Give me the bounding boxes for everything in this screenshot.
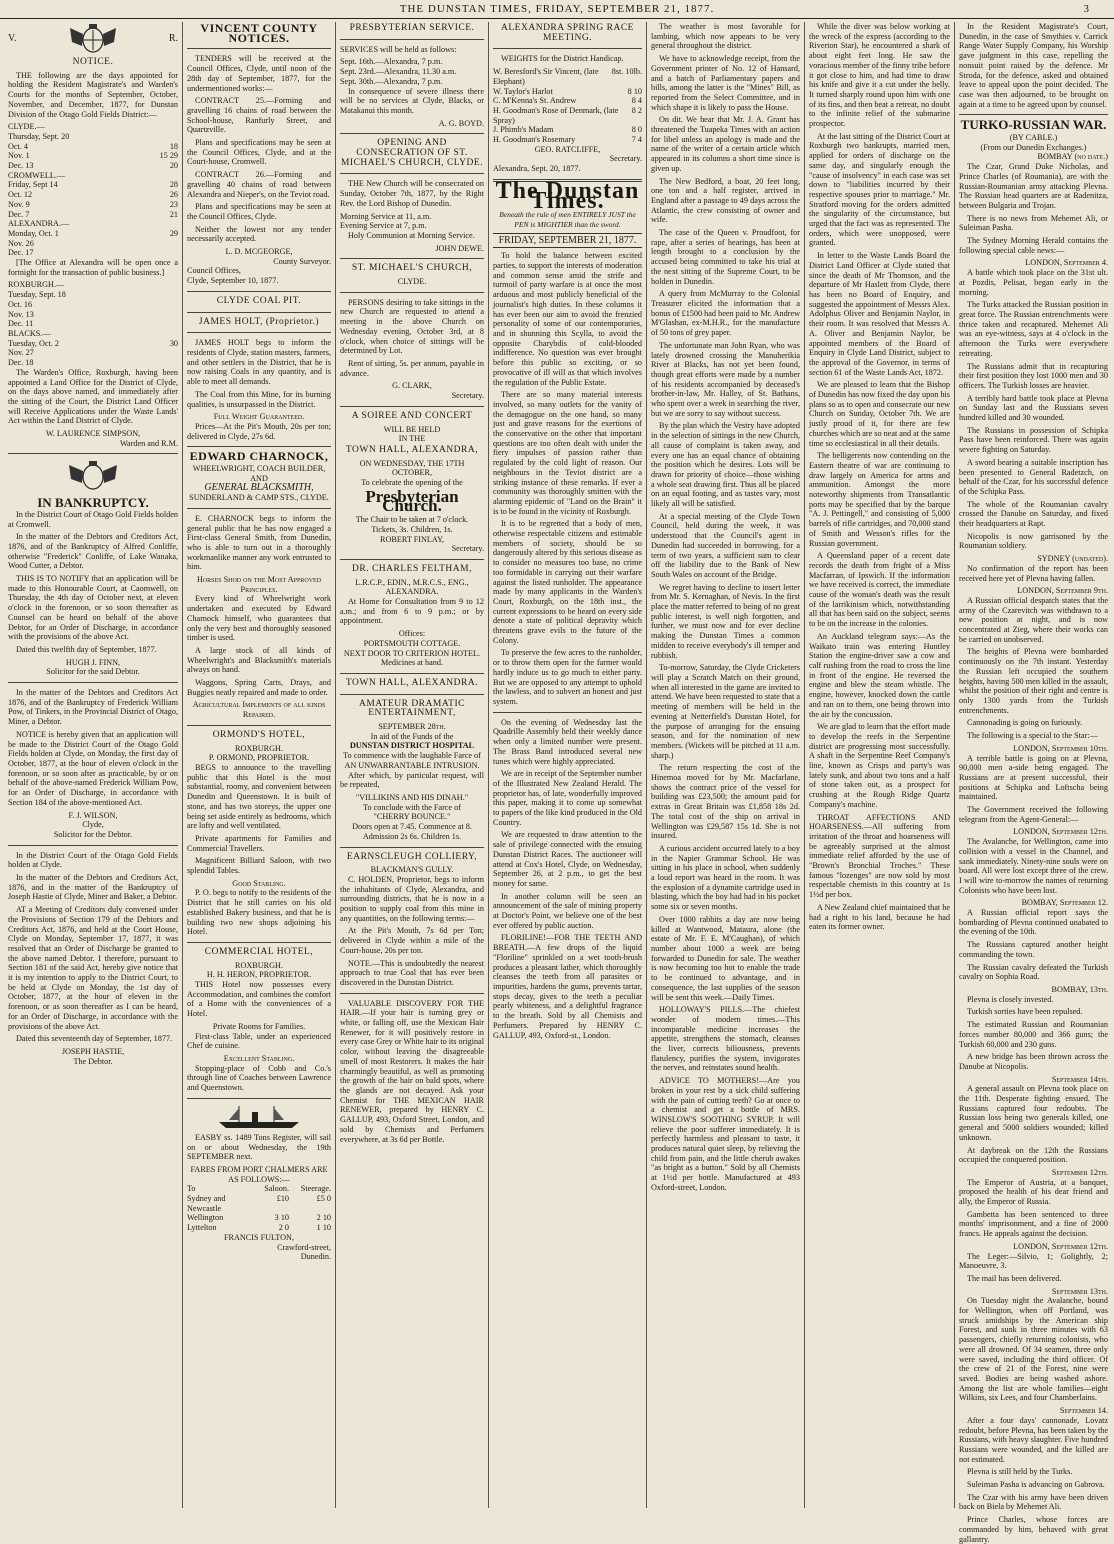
war-item: The Leger:—Silvio, 1; Golightly, 2; Manoeuvre, 3.	[959, 1251, 1108, 1271]
doctor-quals: L.R.C.P., EDIN., M.R.C.S., ENG.,	[355, 577, 469, 587]
newspaper-motto: Beneath the rule of men ENTIRELY JUST the PEN is MIGHTIER than the sword.	[499, 210, 636, 229]
bankruptcy-title-2: Solicitor for the Debtor.	[53, 829, 133, 839]
news-6-9: THROAT AFFECTIONS AND HOARSENESS.—All suffering from irritation of the throat and hoarseness will be agreeably surprised at the almost immediate relief afforded by the use of "Brown's Bronchial Troches." These famous "lozenges" are now sold by most respectable chemists in this country at 1s 1½d per box.	[809, 812, 950, 900]
divider	[493, 712, 642, 713]
dateline-7: BOMBAY, September 12.	[1021, 898, 1108, 908]
bankruptcy-sig-2: F. J. WILSON,	[68, 810, 118, 820]
war-item: Plevna is still held by the Turks.	[967, 1467, 1073, 1477]
tender-disclaimer: Neither the lowest nor any tender necessarily accepted.	[187, 224, 331, 244]
bankruptcy-notice-1: THIS IS TO NOTIFY that an application will be made to this Honourable Court, at Caomwell, on Thursday, the 4th day of October next, at eleven o'clock in the forenoon, or so soon thereafter as Counsel can be heard on behalf of the above Debtor, for an Order of Discharge, in accordance with the provisions of the above Act.	[8, 574, 178, 642]
ormonds-text-5: P. O. begs to notify to the residents of the District that he still carries on his old established Bakery business, and that he is building two new shops adjoining his Hotel.	[187, 888, 331, 937]
news-5-15: HOLLOWAY'S PILLS.—The chiefest wonder of modern times.—This incomparable medicine increases the appetite, strengthens the stomach, cleanses the liver, corrects biliousness, prevents flatulency, purifies the system, invigorates the nerves, and reinstates sound health.	[651, 1005, 800, 1073]
bankruptcy-place-2: Clyde,	[82, 820, 104, 830]
ormonds-text-2: Private apartments for Families and Commercial Travellers.	[187, 833, 331, 853]
race-weights: W. Beresford's Sir Vincent, (late Elephant) 8st. 10lb. W. Taylor's Harlot 8 10 C. M'Kenna's St. Andrew 8 4 H. Goodman's Rose of Denmark, (late Spray) 8 2 J. Phimb's Madam 8 0 H. Goodman's Rosemary 7 4	[493, 67, 642, 145]
dramatic-doors: Doors open at 7.45. Commence at 8.	[352, 822, 472, 832]
soiree-tickets: Tickets, 3s. Children, 1s.	[371, 524, 453, 534]
dateline-11: LONDON, September 12th.	[1013, 1241, 1108, 1251]
ship-city: Dunedin.	[300, 1252, 331, 1262]
editorial-3: It is to be regretted that a body of men, otherwise respectable citizens and estimable members of society, should be so dangerously altered by this serious disease as to consider no measures too base, no crime too formidable in carrying out their warfare against the listed runholder. The appearance made by many applicants in the Warden's Court, Roxburgh, on the 18th inst., the current expressions to be heard on every side denote a state of political depravity which threatens grave evils to the future of the Colony.	[493, 519, 642, 645]
divider	[340, 133, 484, 134]
war-by-cable: (BY CABLE.)	[1009, 133, 1058, 143]
news-5-7: The unfortunate man John Ryan, who was lately drowned crossing the Manuherikia River at Blacks, has not yet been found, though great efforts were made by a number of his residents accompanied by deceased's brother-in-law, Mr. Halley, of St. Bathans, who spent over a week in searching the river, but we are sorry to say without success.	[651, 340, 800, 418]
cromwell-dates: Friday, Sept 14 28 Oct. 12 26 Nov. 9 23 Dec. 7 21	[8, 180, 178, 219]
war-item: The following is a special to the Star:—	[967, 731, 1098, 741]
dateline-4: LONDON, September 9th.	[1017, 586, 1108, 596]
war-item: The whole of the Roumanian cavalry crossed the Danube on Saturday, and fixed their headquarters at Rapt.	[959, 499, 1108, 529]
news-6-8: We are glad to learn that the effort made to develop the reefs in the Serpentine district are progressing most successfully. A shaft in the Serpentine Reef Company's line, known as Crisps and party's was lately sunk, and about two tons and a half of stone taken out, as a prospect for crushing at the Rough Ridge Quartz Company's machine.	[809, 722, 950, 809]
contract-25: CONTRACT 25.—Forming and gravelling 16 chains of road between the School-house, Ranfurly Street, and Quartzville.	[187, 96, 331, 135]
war-item: No confirmation of the report has been received here yet of Plevna having fallen.	[959, 563, 1108, 583]
coal-text-1: JAMES HOLT begs to inform the residents of Clyde, station masters, farmers, and other settlers in the District, that he is now raising Coals in any quantity, and is able to meet all demands.	[187, 338, 331, 387]
notice-heading: NOTICE.	[72, 57, 114, 67]
dramatic-commence: To commence with the laughable Farce of	[343, 751, 481, 761]
divider	[340, 292, 484, 293]
column-5	[646, 22, 804, 1508]
commercial-text-5: Stopping-place of Cobb and Co.'s through line of Coaches between Lawrence and Queenstown.	[187, 1063, 331, 1093]
war-item: The Russians in possession of Schipka Pass have been reinforced. There was again severe fighting on Saturday.	[959, 425, 1108, 455]
coal-guarantee: Full Weight Guaranteed.	[213, 412, 305, 422]
column-2	[182, 22, 335, 1508]
coal-prices: Prices—At the Pit's Mouth, 20s per ton; delivered in Clyde, 27s 6d.	[187, 421, 331, 441]
commercial-proprietor: H. H. HERON, PROPRIETOR.	[206, 970, 312, 980]
tender-place: Council Offices,	[187, 266, 241, 276]
presbyterian-heading: PRESBYTERIAN SERVICE.	[349, 23, 475, 33]
evening-service: Evening Service at 7, p.m.	[340, 221, 427, 231]
war-item: After a four days' cannonade, Lovatz redoubt, before Plevna, has been taken by the Russians, with heavy slaughter. Five hundred Russians were wounded, and the killed are not estimated.	[959, 1415, 1108, 1464]
consecration-heading: OPENING AND CONSECRATION OF ST. MICHAEL'S CHURCH, CLYDE.	[340, 138, 484, 168]
clyde-coal-heading: CLYDE COAL PIT.	[216, 295, 302, 306]
news-mining: In another column will be seen an announcement of the sale of mining property at Doctor's Point, we believe one of the best ever offered by public auction.	[493, 891, 642, 930]
war-item: A general assault on Plevna took place on the 11th. Desperate fighting ensued. The Russians captured four redoubts. The Russian loss being two generals killed, one general and 5000 soldiers wounded; killed unknown.	[959, 1084, 1108, 1142]
earnscleugh-heading: EARNSCLEUGH COLLIERY,	[346, 851, 478, 862]
divider	[340, 694, 484, 695]
news-6-5: The belligerents now contending on the Eastern theatre of war are continuing to draw largely on America for arms and ammunition. Amongst the more noteworthy shipments from Transatlantic ports may be specified that by the barque "A. J. Pettingell," and consisting of 5,000 barrels of rifle cartridges, and 70,000 stand of Smith and Wesson's rifles for the Russian government.	[809, 451, 950, 548]
war-item: The mail has been delivered.	[967, 1273, 1062, 1283]
news-quadrille: On the evening of Wednesday last the Quadrille Assembly held their weekly dance when only a limited number were present. The Brass Band introduced several new tunes which were highly appreciated.	[493, 717, 642, 766]
column-4	[488, 22, 646, 1508]
bankruptcy-date-3: Dated this seventeenth day of September, 1877.	[16, 1034, 173, 1044]
news-races: We are requested to draw attention to the sale of privilege connected with the ensuing Dunstan District Races. The auctioneer will attend at Cox's Hotel, Clyde, on Wednesday, September 26, at 2 p.m., to get the best money for same.	[493, 830, 642, 888]
dateline-8: BOMBAY, 13th.	[1051, 984, 1108, 994]
editorial-4: To preserve the few acres to the runholder, or to throw them open for the farmer would hardly induce us to go much to either party. But we are opposed to any attempt to uphold the lawless, and to subvert an honest and just system.	[493, 648, 642, 706]
news-5-6: A query from McMurray to the Colonial Treasurer elicited the information that a bonus of £1500 had been paid to Mr. Andrew M'Glashan, ex-M.H.R., for the manufacture of 50 tons of grey paper.	[651, 289, 800, 338]
war-item: Plevna is closely invested.	[967, 994, 1054, 1004]
presbyterian-sig: A. G. BOYD.	[438, 118, 484, 128]
service-line-1: Sept. 16th.—Alexandra, 7 p.m.	[340, 57, 443, 67]
war-source: (From our Dunedin Exchanges.)	[980, 142, 1087, 152]
dramatic-hospital: DUNSTAN DISTRICT HOSPITAL	[349, 741, 475, 751]
bankruptcy-title-1: Solicitor for the said Debtor.	[46, 667, 140, 677]
consecration-sig: JOHN DEWE.	[435, 243, 484, 253]
masthead-title: THE DUNSTAN TIMES, FRIDAY, SEPTEMBER 21, 1877.	[399, 3, 715, 15]
doctor-nextdoor: NEXT DOOR TO CRITERION HOTEL.	[343, 648, 481, 658]
news-5-11: To-morrow, Saturday, the Clyde Cricketers will play a Scratch Match on their ground, when all interested in the game are invited to attend. We have been requested to state that a meeting of members will be held in the evening at Netterfield's Dunstan Hotel, for the purpose of arranging for the ensuing season, and for the nomination of new members. (Wickets will be pitched at 11 a.m. sharp.)	[651, 663, 800, 760]
editorial-1: To hold the balance between excited parties, to support the interests of moderation and common sense amid the strife and turmoil of party warfare is at once the most arduous and most publicly beneficial of the journalist's high duties. In these columns it has ever been our aim to avoid the frenzied personality of some of our contemporaries, and in shunning this Scylla, to avoid the opposite Charybdis of cold-blooded indifference. No question was ever brought before this public so exciting, or so provocative of ill will as that which involves the regulation of the Public Estate.	[493, 251, 642, 387]
ship-signature: FRANCIS FULTON,	[223, 1232, 295, 1242]
column-1	[4, 22, 182, 1508]
service-line-2: Sept. 23rd.—Alexandra, 11.30 a.m.	[340, 67, 457, 77]
charnock-address: SUNDERLAND & CAMP STS., CLYDE.	[189, 493, 329, 503]
charnock-text-2: Every kind of Wheelwright work undertaken and executed by Edward Charnock himself, who guarantees that only the very best and thoroughly seasoned timber is used.	[187, 594, 331, 643]
dramatic-conclude: To conclude with the Farce of	[363, 802, 461, 812]
doctor-medicines: Medicines at hand.	[380, 658, 444, 668]
coal-text-2: The Coal from this Mine, for its burning qualities, is unsurpassed in the District.	[187, 389, 331, 409]
dramatic-farce-1: AN UNWARRANTABLE INTRUSION.	[344, 760, 480, 770]
bankruptcy-date-1: Dated this twelfth day of September, 1877.	[16, 644, 157, 654]
soiree-celebrate: To celebrate the opening of the	[361, 478, 463, 488]
divider	[187, 725, 331, 726]
warden-title: Warden and R.M.	[119, 438, 178, 448]
charnock-text-4: Waggons, Spring Carts, Drays, and Buggies neatly repaired and made to order.	[187, 678, 331, 697]
news-5-10: We regret having to decline to insert letter from Mr. S. Kernaghan, of Nevis. In the first place the matter referred to being of no great public interest, is well nigh forgotten, and further, we must now and for ever decline making the Dunstan Times a common midden to receive everybody's ill temper and rubbish.	[651, 582, 800, 660]
divider	[187, 291, 331, 292]
doctor-name: DR. CHARLES FELTHAM,	[352, 563, 472, 574]
bankruptcy-court-3: In the District Court of the Otago Gold Fields holden at Clyde.	[8, 850, 178, 870]
divider	[340, 258, 484, 259]
news-5-3: On dit. We hear that Mr. J. A. Grant has threatened the Tuapeka Times with an action for libel unless an apology is made and the name of the writer of a certain article which appeared in its columns a short time since is given up.	[651, 115, 800, 173]
ormonds-text-1: BEGS to announce to the travelling public that this Hotel is the most substantial, roomy, and convenient between Dunedin and Queenstown. It is built of stone, and has two storeys, the upper one being set aside entirely as bedrooms, which are lofty and well ventilated.	[187, 763, 331, 831]
war-item: The Czar with his army have been driven back on Biela by Mehemet Ali.	[959, 1492, 1108, 1512]
charnock-implements: Agricultural Implements of all kinds Repaired.	[192, 700, 326, 720]
soiree-sig: ROBERT FINLAY,	[380, 534, 444, 544]
ormonds-proprietor: P. ORMOND, PROPRIETOR.	[208, 753, 310, 763]
news-5-9: At a special meeting of the Clyde Town Council, held during the week, it was understood that the Council's agent in Dunedin had succeeded in borrowing, for a term of two years, a sufficient sum to clear off the liability due to the Bank of New South Wales on account of the Bridge.	[651, 511, 800, 579]
presbyterian-intro: SERVICES will be held as follows:	[340, 44, 457, 54]
floriline-ad: FLORILINE!—FOR THE TEETH AND BREATH.—A few drops of the liquid "Floriline" sprinkled on a wet tooth-brush produces a pleasant lather, which thoroughly cleanses the teeth from all parasites or impurities, hardens the gums, prevents tartar, stops decay, gives to the teeth a peculiar pearly whiteness, and a delightful fragrance to the breath. Sold by all Chemists and Perfumers. Prepared by HENRY C. GALLUP, 493, Oxford-st., London.	[493, 933, 642, 1040]
ship-address: Crawford-street,	[277, 1242, 331, 1252]
divider	[187, 1098, 331, 1099]
news-6-10: A New Zealand chief maintained that he had a right to his land, because he had eaten its former owner.	[809, 902, 950, 932]
doctor-place: ALEXANDRA.	[385, 587, 439, 597]
dateline-6: LONDON, September 12th.	[1013, 827, 1108, 837]
newspaper-title: The Dunstan Times.	[495, 177, 640, 214]
divider	[187, 942, 331, 943]
war-item: A terribly hard battle took place at Plevna on Sunday last and the Russians seven hundred killed and 30 wounded.	[959, 393, 1108, 423]
ormonds-hotel-heading: ORMOND'S HOTEL,	[212, 729, 306, 740]
bankruptcy-crest-icon	[8, 459, 178, 496]
bankruptcy-court-1: In the District Court of Otago Gold Fields holden at Cromwell.	[8, 509, 178, 529]
bankruptcy-matter-3: In the matter of the Debtors and Creditors Act, 1876, and in the matter of the Bankruptcy of Joseph Hastie of Clyde, Miner and Baker, a Debtor.	[8, 873, 178, 902]
divider	[340, 993, 484, 994]
steamship-icon	[214, 1104, 304, 1130]
ship-fares-heading: FARES FROM PORT CHALMERS ARE AS FOLLOWS:—	[190, 1164, 328, 1184]
clyde-heading: CLYDE.—	[8, 122, 45, 132]
news-6-1: While the diver was below working at the wreck of the express (according to the Riverton Star), he encountered a shark of about eight feet long. He saw the voracious member of the finny tribe before it got close to him, and had time to draw his knife and give it a cut under the belly. It turned sharply round upon him with one of its fins, and then beat a retreat, no doubt to the infinite relief of the submarine prospector.	[809, 22, 950, 129]
warden-signature: W. LAURENCE SIMPSON,	[45, 429, 141, 439]
news-5-8: By the plan which the Vestry have adopted in the selection of sittings in the new Church, all cause of complaint is taken away, and every one has an equal chance of obtaining the position which he desires. Lots will be drawn for priority of choice—those wishing a whole seat drawing first. Thus all be placed on an equal footing, and as tastes vary, most likely all will be satisfied.	[651, 421, 800, 509]
news-5-1: The weather is most favorable for lambing, which now appears to be very general throughout the district.	[651, 22, 800, 51]
editorial-dateline: FRIDAY, SEPTEMBER 21, 1877.	[493, 233, 642, 249]
masthead	[0, 0, 1114, 19]
sittings-sig: G. CLARK,	[392, 381, 432, 391]
notice-body: THE following are the days appointed for holding the Resident Magistrate's and Warden's Courts for the months of September, October, November, and December, 1877, for Dunstan Division of the Otago Gold Fields District:—	[8, 70, 178, 119]
divider	[187, 312, 331, 313]
war-item: The Czar, Grand Duke Nicholas, and Prince Charles (of Roumania), are with the Russian-Roumanian army attacking Plevna. The Russian head quarters are at Radenitza, between Bulgaria and Trojan.	[959, 162, 1108, 210]
war-item: Suleiman Pasha is advancing on Gabrova.	[967, 1480, 1105, 1490]
bankruptcy-notice-3: AT a Meeting of Creditors duly convened under the Provisions of Section 179 of the Debtors and Creditors Act, 1876, and held at the Court House, Clyde on Monday, September 17, 1877, it was resolved that an Order of Discharge be granted to the above named Debtor. I therefore, pursuant to Section 181 of the said Act, hereby give notice that it is my intention to apply to the District Court, to be held at Clyde on Monday, the 1st day of October, 1877, at the hour of eleven in the forenoon, or as soon thereafter as I can be heard, for an Order of Discharge, in accordance with the provisions of the above Act.	[8, 905, 178, 1031]
news-7-1: In the Resident Magistrate's Court, Dunedin, in the case of Smythies v. Carrick Range Water Supply Company, his Worship gave judgment in this case, repelling the nonsuit point raised by the defence. Mr Stroda, for the defence, asked and obtained leave to appeal upon the point decided. The case was then adjourned, to be brought on again at a time to be agreed upon by counsel.	[959, 22, 1108, 109]
dateline-13: September 14.	[1059, 1406, 1108, 1416]
tender-date: Clyde, September 10, 1877.	[187, 276, 279, 286]
race-date: Alexandra, Sept. 20, 1877.	[493, 164, 581, 174]
commercial-place: ROXBURGH.	[235, 960, 283, 970]
charnock-horses: Horses Shod on the Most Approved Principles.	[196, 575, 322, 594]
news-5-5: The case of the Queen v. Proudfoot, for rape, after a series of hearings, has been at length brought to a conclusion by the accused being committed to take his trial at the next sitting of the Supreme Court, to be holden in Dunedin.	[651, 228, 800, 286]
town-hall-heading: TOWN HALL, ALEXANDRA.	[345, 677, 479, 688]
doctor-hours: At Home for Consultation from 9 to 12 a.m.; and from 6 to 9 p.m.; or by appointment.	[340, 597, 484, 626]
divider	[340, 406, 484, 407]
news-5-13: A curious accident occurred lately to a boy in the Napier Grammar School. He was sitting in his place in school, when suddenly a loud report was heard in the room. It was the explosion of a dynamite cartridge used in blasting, which the boy had had in his pocket some six or seven months.	[651, 843, 800, 912]
dateline-3: SYDNEY (undated).	[1037, 554, 1108, 564]
race-title: Secretary.	[609, 154, 642, 164]
divider	[340, 559, 484, 560]
divider	[187, 48, 331, 49]
war-item: A terrible battle is going on at Plevna, 90,000 men a-side being engaged. The Russians are at present successful, their positions at Schipka and Loftscha being maintained.	[959, 753, 1108, 802]
soiree-chair: The Chair to be taken at 7 o'clock.	[355, 515, 469, 525]
commercial-stabling: Excellent Stabling.	[223, 1053, 295, 1063]
race-heading: ALEXANDRA SPRING RACE MEETING.	[501, 23, 634, 43]
ship-fares-table: To Saloon. Steerage. Sydney and Newcastle £10 £5 0 Wellington 3 10 2 10 Lyttelton 2 0 1 10	[187, 1184, 331, 1233]
war-item: On Tuesday night the Avalanche, bound for Wellington, when off Portland, was struck amidships by the American ship Forest, and sunk in three minutes with 63 passengers, chiefly returning colonists, who were all drowned. Of 34 seamen, three only were saved, including the third officer. Of the crew of 21 of the Forest, nine were saved. Bodies are being washed ashore. Among the list are whole families—eight Wilkins, six Lees, and four Chamberlains.	[959, 1296, 1108, 1403]
charnock-trade: WHEELWRIGHT, COACH BUILDER,	[192, 464, 326, 474]
war-item: Gambetta has been sentenced to three months' imprisonment, and a fine of 2000 francs. He appeals against the decision.	[959, 1209, 1108, 1239]
bankruptcy-notice-2: NOTICE is hereby given that an application will be made to the District Court of the Otago Gold Fields holden at Clyde, on Monday, the first day of October, 1877, at the hour of eleven o'clock in the forenoon, or so soon after as practicable, by or on behalf of the above-named Frederick William Pow, for an Order of Discharge, in accordance with Section 184 of the above-mentioned Act.	[8, 729, 178, 807]
war-item: The Russian cavalry defeated the Turkish cavalry on Sophia Road.	[959, 962, 1108, 982]
war-item: A sword bearing a suitable inscription has been presented to General Radetzch, on behalf of the Czar, for his successful defence of the Schipka Pass.	[959, 457, 1108, 496]
divider	[493, 48, 642, 49]
commercial-text-1: THIS Hotel now possesses every Accommodation, and combines the comfort of a Home with the conveniences of a Hotel.	[187, 980, 331, 1019]
bankruptcy-matter-1: In the matter of the Debtors and Creditors Act, 1876, and of the Bankruptcy of Alfred Conliffe, otherwise "Frederick" Conliffe, of Lake Wanaka, Wood Cutter, a Debtor.	[8, 532, 178, 571]
divider	[959, 114, 1108, 115]
consecration-text: THE New Church will be consecrated on Sunday, October 7th, 1877, by the Right Rev. the Lord Bishop of Dunedin.	[340, 179, 484, 208]
bankruptcy-heading: IN BANKRUPTCY.	[37, 495, 149, 511]
news-6-3: In letter to the Waste Lands Board the District Land Officer at Clyde stated that since the death of Mr Thomson, and the departure of Mr Haslett from Clyde, there has been no Board of Enquiry, and suggested the appointment of Messrs Alex. Adolphus Oliver and Benjamin Naylor, in their room. It was resolved that Messrs A. A. Oliver and Benjamin Naylor, be appointed members of the Board of Enquiry in Clyde Land District, subject to the approval of the Governor, in terms of section 61 of the Waste Lands Act, 1872.	[809, 251, 950, 377]
crest-right-letter: R.	[168, 33, 178, 45]
war-item: A Russian official despatch states that the army of the Czarevitch was withdrawn to a new position at night, and is now concentrated at Zieg, where their works can be carried on unobserved.	[959, 595, 1108, 644]
divider	[187, 508, 331, 509]
editorial-2: There are so many material interests involved, so many outlets for the vanity of the demagogue on the one hand, so many just and grave reasons for the exertions of the conservative on the other that important questions are too often dealt with under the fiery impulses of passion rather than regulated by the cold light of reason. Our neighbours in the Teviot district are a striking instance of these remarks. If ever a community was thoroughly smitten with the alarming epidemic of "Land on the Brain" it is to be found in the vicinity of Roxburgh.	[493, 390, 642, 516]
contract-26: CONTRACT 26.—Forming and gravelling 40 chains of road between Alexandra and Nieper's, on the Teviot road.	[187, 170, 331, 199]
blacks-heading: BLACKS.—	[8, 328, 51, 338]
dramatic-date: SEPTEMBER 28th.	[378, 722, 446, 732]
doctor-cottage: PORTSMOUTH COTTAGE.	[363, 638, 461, 648]
divider	[8, 682, 178, 683]
race-sig: GEO. RATCLIFFE,	[534, 144, 601, 154]
clyde-dates: Thursday, Sept. 20 Oct. 4 18 Nov. 1 15 29 Dec. 13 20	[8, 131, 178, 171]
news-6-2: At the last sitting of the District Court at Roxburgh two bankrupts, married men, applied for orders of discharge on the same day, and singularly enough the "cause of insolvency" in each case was set down to "liabilities incurred by their respective spouses prior to marriage." Mr. Stratford moving for the orders admitted the singularity of the circumstance, but urged that the fact was as represented. The orders, which were unopposed, were granted.	[809, 131, 950, 248]
commercial-hotel-heading: COMMERCIAL HOTEL,	[204, 946, 314, 957]
bankruptcy-sig-1: HUGH J. FINN,	[65, 657, 121, 667]
tender-title: County Surveyor.	[273, 256, 331, 266]
tender-plans-1: Plans and specifications may be seen at the Council Offices, Clyde, and at the Court-house, Cromwell.	[187, 138, 331, 167]
news-6-7: An Auckland telegram says:—As the Waikato train was entering Huntley Station the engine-driver saw a cow and calf rushing from the road to cross the line in front of the engine. He reversed the engine and blew the steam whistle. The engine, however, knocked down the cattle and ran on to them, one being thrown into the air by the concussion.	[809, 631, 950, 719]
tender-signature: L. D. MCGEORGE,	[225, 247, 293, 257]
cromwell-heading: CROMWELL.—	[8, 170, 66, 180]
alexandra-note: [The Office at Alexandra will be open once a fortnight for the transaction of public business.]	[8, 258, 178, 277]
war-item: A battle which took place on the 31st ult. at Pozdis, Pelisat, began early in the morning.	[959, 268, 1108, 297]
dateline-5: LONDON, September 10th.	[1013, 743, 1108, 753]
war-item: At daybreak on the 12th the Russians occupied the conquered position.	[959, 1145, 1108, 1165]
dateline-12: September 13th.	[1051, 1286, 1108, 1296]
war-item: The Russians admit that in recapturing their first position they lost 1000 men and 30 officers. The Turkish losses are heavier.	[959, 361, 1108, 390]
dramatic-aid: In aid of the Funds of the	[370, 731, 454, 741]
earnscleugh-note: NOTE.—This is undoubtedly the nearest approach to true Coal that has ever been discovered in the Dunstan District.	[340, 958, 484, 987]
bankruptcy-title-3: The Debtor.	[73, 1056, 113, 1066]
war-item: The Sydney Morning Herald contains the following special cable news:—	[959, 236, 1108, 255]
war-item: A new bridge has been thrown across the Danube at Nicopolis.	[959, 1052, 1108, 1071]
column-3	[335, 22, 488, 1508]
column-6	[804, 22, 954, 1508]
dateline-9: September 14th.	[1051, 1074, 1108, 1084]
war-item: The Turks attacked the Russian position in great force. The Russian entrenchments were thrice taken and recaptured. Mehemet Ali was an eye-witness, says at 4 o'clock in the afternoon the Turks were everywhere retreating.	[959, 300, 1108, 358]
soiree-church: Presbyterian Church.	[365, 486, 459, 516]
war-item: The Russians captured another height commanding the town.	[959, 940, 1108, 959]
commercial-text-3: First-class Table, under an experienced Chef de cuisine.	[187, 1031, 331, 1051]
divider	[340, 673, 484, 674]
column-7	[954, 22, 1112, 1544]
charnock-blacksmith: GENERAL BLACKSMITH,	[204, 482, 314, 494]
crest-left-letter: V.	[8, 33, 17, 45]
war-item: The Emperor of Austria, at a banquet, proposed the health of his dear friend and ally, the Emperor of Russia.	[959, 1177, 1108, 1207]
coat-of-arms-icon	[58, 22, 128, 56]
war-item: Prince Charles, whose forces are commanded by him, behaved with great gallantry.	[959, 1515, 1108, 1544]
divider	[8, 453, 178, 454]
roxburgh-heading: ROXBURGH.—	[8, 280, 65, 290]
charnock-text-3: A large stock of all kinds of Wheelwright's and Blacksmith's materials always on hand.	[187, 645, 331, 675]
coal-proprietor: JAMES HOLT, (Proprietor.)	[198, 316, 320, 327]
dramatic-admission: Admission 2s 6s. Children 1s.	[362, 831, 462, 841]
tender-intro: TENDERS will be received at the Council Offices, Clyde, until noon of the 28th day of September, 1877, for the undermentioned works:—	[187, 54, 331, 93]
news-5-2: We have to acknowledge receipt, from the Government printer of No. 12 of Hansard, and a batch of Parliamentary papers and bills, among the latter is the "Mines" Bill, as reported from the Select Committee, and in which shape it is likely to pass the House.	[651, 54, 800, 112]
ship-text: EASBY ss. 1489 Tons Register, will sail on or about Wednesday, the 19th SEPTEMBER next.	[187, 1132, 331, 1162]
soiree-date: ON WEDNESDAY, THE 17TH OCTOBER,	[359, 458, 465, 478]
war-item: The heights of Plevna were bombarded continuously on the 7th instant. Yesterday the Russian left occupied the southern heights, having 500 men killed in the assault, whilst the position of their right and centre is only 1300 yards from the Turkish entrenchments.	[959, 647, 1108, 715]
race-intro: WEIGHTS for the District Handicap.	[501, 54, 624, 64]
war-item: Nicopolis is now garrisoned by the Roumanian soldiery.	[959, 531, 1108, 551]
sittings-title: Secretary.	[451, 391, 484, 401]
news-6-6: A Queensland paper of a recent date records the death from fright of a Miss Macfarran, of Ipswich. If the information we have received is correct, the immediate cause of the woman's death was the result of the larrikinism which, notwithstanding all that has been said on the subject, seems to be on the increase in the colonies.	[809, 551, 950, 629]
bankruptcy-matter-2: In the matter of the Debtors and Creditors Act 1876, and of the Bankruptcy of Frederick William Pow, of Tinkers, in the Provincial District of Otago, Miner, a Debtor.	[8, 688, 178, 727]
soiree-venue: TOWN HALL, ALEXANDRA,	[345, 444, 479, 455]
charnock-and: AND	[250, 473, 268, 483]
war-item: There is no news from Mehemet Ali, or Suleiman Pasha.	[959, 213, 1108, 233]
dramatic-song: "VILLIKINS AND HIS DINAH."	[355, 793, 469, 802]
ormonds-text-3: Magnificent Billiard Saloon, with two splendid Tables.	[187, 856, 331, 876]
divider	[340, 847, 484, 848]
soiree-in: IN THE	[398, 434, 426, 444]
news-5-16: ADVICE TO MOTHERS!—Are you broken in your rest by a sick child suffering with the pain of cutting teeth? Go at once to a chemist and get a bottle of MRS. WINSLOW'S SOOTHING SYRUP. It will relieve the poor sufferer immediately. It is perfectly harmless and pleasant to taste, it produces natural quiet sleep, by relieving the child from pain, and the little cherub awakes "as bright as a button." Sold by all Chemists at 1½d per bottle. Manufactured at 493 Oxford-street, London.	[651, 1076, 800, 1192]
ormonds-place: ROXBURGH.	[235, 743, 283, 753]
holy-communion: Holy Communion at Morning Service.	[348, 230, 475, 240]
earnscleugh-text-1: C. HOLDEN, Proprietor, begs to inform the inhabitants of Clyde, Alexandra, and surrounding districts, that he is now in a position to supply coal from this mine in any quantities, on the following terms:—	[340, 874, 484, 923]
dateline-10: September 12th.	[1051, 1167, 1108, 1177]
divider	[8, 845, 178, 846]
news-5-12: The return respecting the cost of the Hinemoa moved for by Mr. Macfarlane, shows the contract price of the vessel for building was £23,500; the amount paid for extras in Great Britain was £1,858 18s 2d. The total cost of the ship on arrival in Wellington was £29,587 15s 1d. She is not insured.	[651, 763, 800, 841]
news-5-14: Over 1000 rabbits a day are now being killed at Wantwood, Mataura, alone (the estate of Mr. F. E. M'Caughan), of which number about 1000 a week are being forwarded to Dunedin for sale. The weather is now becoming too hot to enable the trade to be continued to advantage, and in consequence, the last supplies of the season will be sent this week.—Daily Times.	[651, 914, 800, 1002]
doctor-offices: Offices:	[398, 629, 426, 639]
dramatic-farce-2: "CHERRY BOUNCE."	[373, 812, 451, 822]
st-michaels-heading: ST. MICHAEL'S CHURCH,	[351, 263, 473, 274]
divider	[187, 446, 331, 447]
soiree-heading: A SOIREE AND CONCERT	[351, 410, 473, 421]
sittings-rent: Rent of sitting, 5s. per annum, payable in advance.	[340, 358, 484, 378]
hair-renewer-ad: VALUABLE DISCOVERY FOR THE HAIR.—If your hair is turning grey or white, or falling off, use the Mexican Hair Renewer, for it will positively restore in every case Grey or White hair to its original color, without leaving the disagreeable smell of most Restorers. It makes the hair charmingly beautiful, as well as promoting the growth of the hair on bald spots, where the glands are not decayed. Ask your Chemist for THE MEXICAN HAIR RENEWER, prepared by HENRY C. GALLUP, 493, Oxford Street, London, and sold by Chemists and Perfumers everywhere, at 3s 6d per Bottle.	[340, 998, 484, 1144]
earnscleugh-place: BLACKMAN'S GULLY.	[370, 865, 454, 875]
war-item: The estimated Russian and Roumanian forces number 80,000 and 366 guns; the Turkish 60,000 and 230 guns.	[959, 1020, 1108, 1049]
charnock-name: EDWARD CHARNOCK,	[189, 449, 329, 464]
divider	[340, 173, 484, 174]
alexandra-heading: ALEXANDRA.—	[8, 219, 70, 229]
dateline-1: BOMBAY (no date.)	[1037, 152, 1108, 162]
war-item: Cannonading is going on furiously.	[967, 718, 1083, 728]
dramatic-title: AMATEUR DRAMATIC ENTERTAINMENT,	[359, 698, 465, 719]
page-number: 3	[1083, 3, 1090, 15]
earnscleugh-text-2: At the Pit's Mouth, 7s 6d per Ton; delivered in Clyde within a mile of the Court-house, 20s per ton.	[340, 926, 484, 955]
news-herald: We are in receipt of the September number of the Illustrated New Zealand Herald. The proprietor has, of late, wonderfully improved this paper, making it to come up somewhat to papers of the like kind produced in the Old Country.	[493, 769, 642, 827]
vincent-county-heading: VINCENT COUNTY NOTICES.	[200, 21, 318, 45]
st-michaels-place: CLYDE.	[397, 277, 427, 287]
news-6-4: We are pleased to learn that the Bishop of Dunedin has now fixed the day upon his plans so as to open and consecrate our new Church on Sunday, October 7th. We are justly proud of it, for there are few churches which are so neat and at the same time so ecclesiastical in all their details.	[809, 380, 950, 448]
service-line-3: Sept. 30th.—Alexandra, 7 p.m.	[340, 76, 443, 86]
war-item: The Avalanche, for Wellington, came into collision with a vessel in the Channel, and sank immediately. Ninety-nine souls were on board. All were lost except three of the crew. I will wire to-morrow the names of returning Colonists who have been lost.	[959, 837, 1108, 895]
presbyterian-note: In consequence of severe illness there will be no services at Clyde, Blacks, or Matakanui this month.	[340, 86, 484, 115]
warden-text: The Warden's Office, Roxburgh, having been appointed a Land Office for the District of Clyde, on the days above named, and immediately after the sitting of the Court, the District Land Officer will Receive Applications under the Waste Lands' Act within the Land District of Clyde.	[8, 367, 178, 426]
divider	[340, 39, 484, 40]
news-5-4: The New Bedford, a boat, 20 feet long, one ton and a half register, arrived in England after a passage to 49 days across the Atlantic, the crew consisting of owner and wife.	[651, 176, 800, 225]
blacks-dates: Tuesday, Oct. 2 30 Nov. 27 Dec. 18	[8, 338, 178, 368]
war-item: Turkish sorties have been repulsed.	[967, 1007, 1083, 1017]
commercial-text-2: Private Rooms for Families.	[212, 1021, 306, 1031]
war-item: The Government received the following telegram from the Agent-General:—	[959, 805, 1108, 824]
war-item: A Russian official report says the bombarding of Plevna continued unabated to the evening of the 10th.	[959, 908, 1108, 937]
alexandra-dates: Monday, Oct. 1 29 Nov. 26 Dec. 17	[8, 228, 178, 258]
dateline-2: LONDON, September 4.	[1025, 258, 1108, 268]
roxburgh-dates: Tuesday, Sept. 18 Oct. 16 Nov. 13 Dec. 11	[8, 290, 66, 329]
divider	[187, 332, 331, 333]
war-heading: TURKO-RUSSIAN WAR.	[960, 117, 1107, 133]
charnock-text-1: E. CHARNOCK begs to inform the general public that he has now engaged a First-class General Smith, from Dunedin, who is able to turn out in a thoroughly workmanlike manner any work entrusted to him.	[187, 513, 331, 572]
bankruptcy-sig-3: JOSEPH HASTIE,	[61, 1046, 125, 1056]
royal-crest	[8, 22, 178, 56]
dramatic-repeat: After which, by particular request, will be repeated,	[340, 770, 484, 790]
soiree-will: WILL BE HELD	[383, 424, 441, 434]
soiree-title: Secretary.	[451, 544, 484, 554]
sittings-text: PERSONS desiring to take sittings in the new Church are requested to attend a meeting in the above Church on Wednesday evening, October 3rd, at 8 o'clock, when choice of sittings will be determined by Lot.	[340, 297, 484, 356]
ormonds-stabling: Good Stabling.	[232, 878, 286, 888]
tender-plans-2: Plans and specifications may be seen at the Council Offices, Clyde.	[187, 202, 331, 221]
morning-service: Morning Service at 11, a.m.	[340, 211, 432, 221]
